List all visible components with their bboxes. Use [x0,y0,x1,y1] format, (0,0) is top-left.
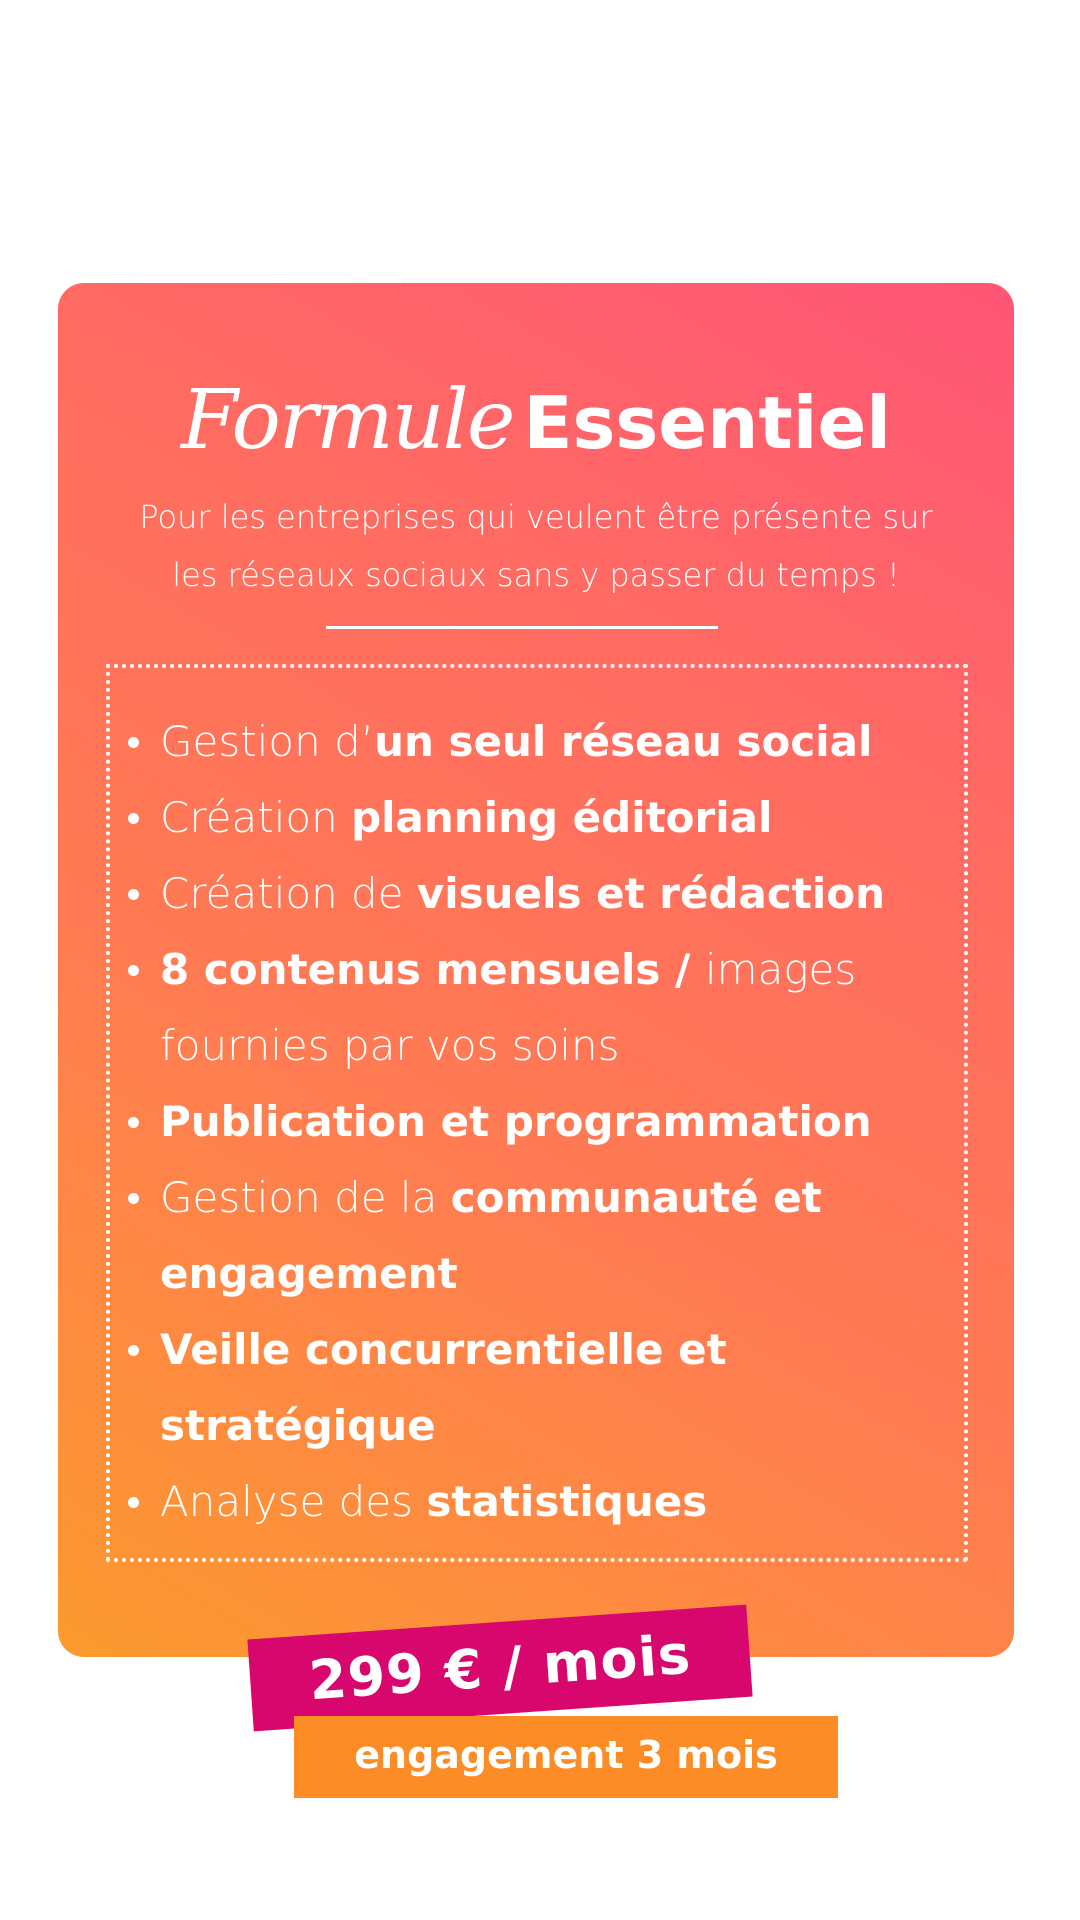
engagement-text: engagement 3 mois [354,1733,778,1777]
title-script: Formule [181,373,514,468]
bullet-icon [128,1193,139,1204]
title-bold: Essentiel [523,381,891,465]
feature-text-bold: 8 contenus mensuels / [160,945,705,994]
bullet-icon [128,1497,139,1508]
card-subtitle [88,488,984,604]
feature-item [110,856,964,932]
feature-text: Gestion d’ [160,717,375,766]
features-box [106,664,968,1562]
engagement-badge [294,1716,838,1798]
feature-text-bold: communauté et engagement [160,1173,822,1298]
feature-text: Création de [160,869,417,918]
feature-text: Création [160,793,352,842]
feature-text-bold: visuels et rédaction [416,869,885,918]
feature-text-bold: statistiques [426,1477,708,1526]
features-list [110,668,964,1540]
bullet-icon [128,737,139,748]
offer-card [58,283,1014,1657]
bullet-icon [128,965,139,976]
feature-text-bold: Veille concurrentielle et stratégique [160,1325,727,1450]
bullet-icon [128,1117,139,1128]
feature-item [110,704,964,780]
price-text: 299 € / mois [307,1622,693,1713]
feature-item [110,1160,964,1312]
feature-text: Gestion de la [160,1173,451,1222]
bullet-icon [128,889,139,900]
feature-item [110,1312,964,1464]
subtitle-line-1: Pour les entreprises qui veulent être présente sur [139,498,933,536]
title-divider [326,626,718,629]
bullet-icon [128,813,139,824]
feature-text: Analyse des [160,1477,427,1526]
subtitle-line-2: les réseaux sociaux sans y passer du temps ! [172,556,900,594]
feature-text-bold: Publication et programmation [160,1097,872,1146]
bullet-icon [128,1345,139,1356]
feature-item [110,1084,964,1160]
feature-item [110,780,964,856]
feature-item [110,1464,964,1540]
feature-item [110,932,964,1084]
feature-text: images fournies par vos soins [160,945,857,1070]
feature-text-bold: un seul réseau social [374,717,873,766]
feature-text-bold: planning éditorial [351,793,773,842]
card-title [58,373,1014,468]
